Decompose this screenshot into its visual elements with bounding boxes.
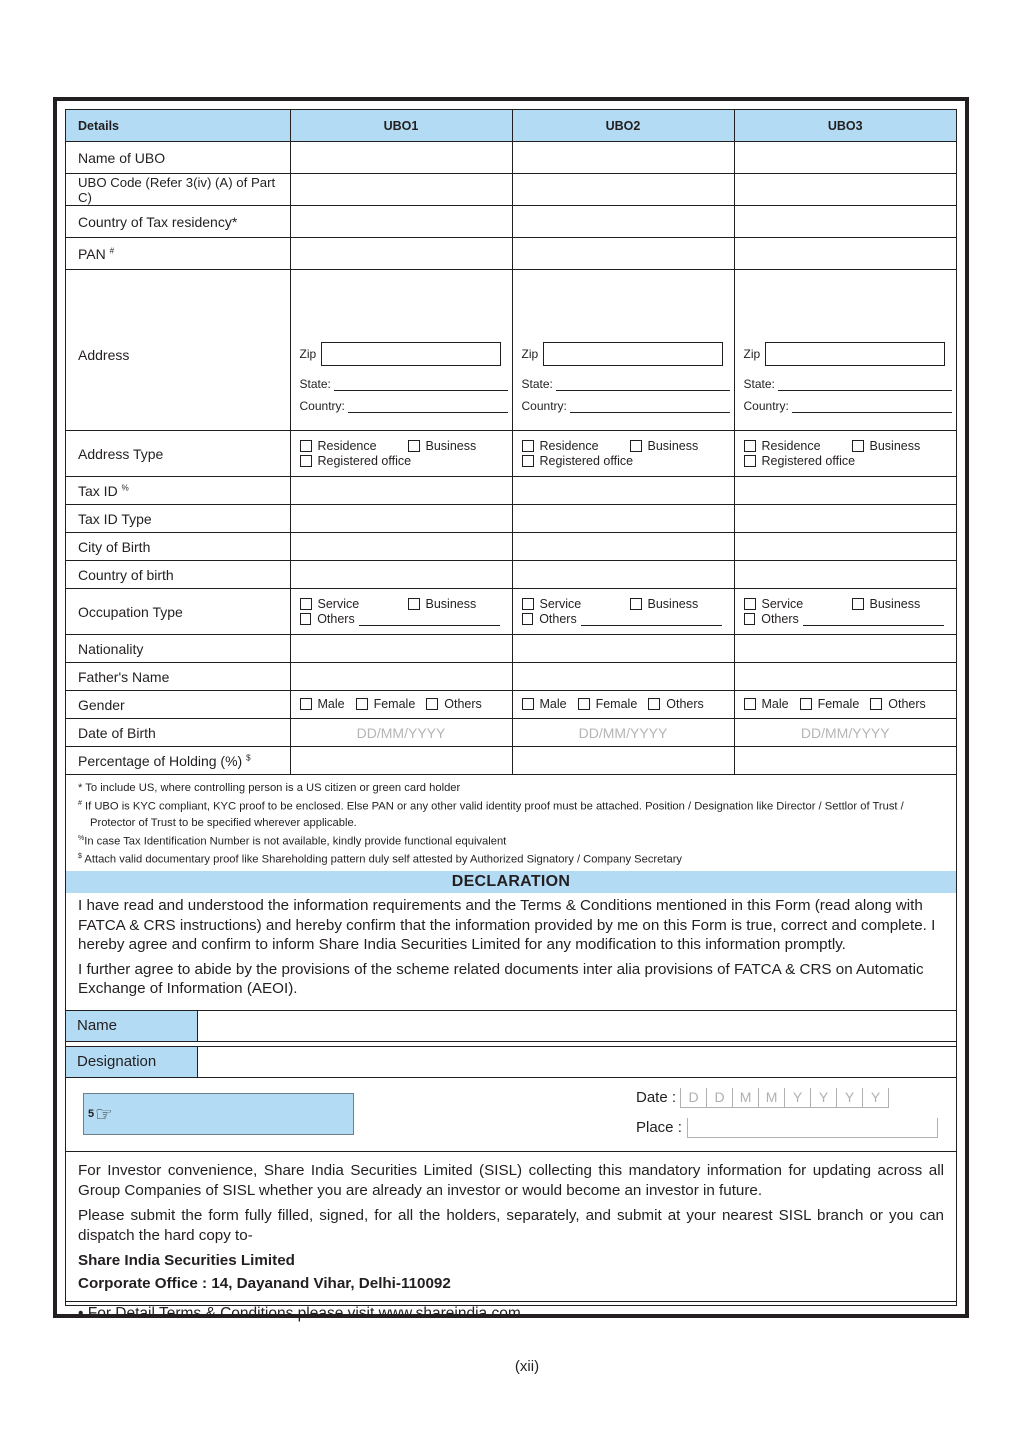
country-row xyxy=(522,399,730,413)
checkbox-business[interactable] xyxy=(408,597,500,611)
country-label: Country: xyxy=(743,399,789,413)
checkbox-icon[interactable] xyxy=(356,698,368,710)
row-label: Name of UBO xyxy=(66,142,290,174)
option-label: Registered office xyxy=(761,454,856,468)
checkbox-others[interactable] xyxy=(426,697,482,711)
row-label: Father's Name xyxy=(66,663,290,691)
ubo3-gender-cell xyxy=(734,691,956,719)
row-label: Nationality xyxy=(66,635,290,663)
checkbox-icon[interactable] xyxy=(522,440,534,452)
ubo3-name-field[interactable] xyxy=(734,142,956,174)
ubo3-fathers-name-field[interactable] xyxy=(734,663,956,691)
row-name-of-ubo xyxy=(66,142,956,174)
ubo2-code-field[interactable] xyxy=(512,174,734,206)
country-row xyxy=(744,399,952,413)
checkbox-icon[interactable] xyxy=(870,698,882,710)
row-tax-residency xyxy=(66,206,956,238)
others-input[interactable] xyxy=(359,613,500,626)
ubo1-tax-id-type-field[interactable] xyxy=(290,505,512,533)
row-city-of-birth xyxy=(66,533,956,561)
header-ubo1: UBO1 xyxy=(290,110,512,142)
ubo1-address-cell[interactable] xyxy=(290,270,512,431)
footnote xyxy=(78,849,944,868)
declaration-paragraph: I have read and understood the information requirements and the Terms & Conditions mentioned in this Form (read along with FATCA & CRS instructions) and hereby confirm that the information provided by me on this Form is true, correct and complete. I hereby agree and confirm to inform Share India Securities Limited for any modification to this information promptly. xyxy=(78,897,936,954)
checkbox-icon[interactable] xyxy=(744,698,756,710)
ubo1-pan-field[interactable] xyxy=(290,238,512,270)
header-details: Details xyxy=(66,110,290,142)
option-label: Female xyxy=(373,696,416,711)
row-label xyxy=(66,238,290,270)
checkbox-registered-office[interactable] xyxy=(300,454,500,468)
country-row xyxy=(300,399,508,413)
ubo1-code-field[interactable] xyxy=(290,174,512,206)
ubo2-tax-residency-field[interactable] xyxy=(512,206,734,238)
date-box-year[interactable]: Y xyxy=(810,1088,836,1108)
ubo2-dob-field[interactable]: DD/MM/YYYY xyxy=(512,719,734,747)
checkbox-male[interactable] xyxy=(744,697,789,711)
checkbox-icon[interactable] xyxy=(630,440,642,452)
option-label: Service xyxy=(317,597,360,611)
ubo2-gender-cell xyxy=(512,691,734,719)
ubo3-address-cell[interactable] xyxy=(734,270,956,431)
name-label: Name xyxy=(66,1011,198,1041)
ubo2-city-of-birth-field[interactable] xyxy=(512,533,734,561)
state-row xyxy=(300,377,508,391)
signature-box[interactable] xyxy=(83,1093,354,1135)
option-label: Business xyxy=(647,439,699,453)
row-label: Address Type xyxy=(66,431,290,477)
declaration-paragraph: I further agree to abide by the provisions of the scheme related documents inter alia provisions of FATCA & CRS on Automatic Exchange of Information (AEOI). xyxy=(78,960,924,998)
option-label: Registered office xyxy=(539,454,634,468)
footnote-text: If UBO is KYC compliant, KYC proof to be enclosed. Else PAN or any other valid identity proof must be attached. Position / Designation like Director / Settlor of Trust / xyxy=(85,800,904,813)
ubo2-zip-input[interactable] xyxy=(543,342,723,366)
ubo1-city-of-birth-field[interactable] xyxy=(290,533,512,561)
checkbox-service[interactable] xyxy=(522,597,630,611)
option-label: Business xyxy=(425,439,477,453)
row-nationality xyxy=(66,635,956,663)
country-label: Country: xyxy=(299,399,345,413)
checkbox-others[interactable] xyxy=(300,612,500,626)
option-label: Residence xyxy=(539,439,599,453)
checkbox-others[interactable] xyxy=(744,612,945,626)
option-label: Business xyxy=(647,597,699,611)
ubo3-code-field[interactable] xyxy=(734,174,956,206)
footnote-mark: $ xyxy=(246,752,251,762)
name-input[interactable] xyxy=(198,1011,956,1041)
checkbox-registered-office[interactable] xyxy=(744,454,945,468)
row-country-of-birth xyxy=(66,561,956,589)
checkbox-icon[interactable] xyxy=(522,698,534,710)
signature-area xyxy=(66,1078,956,1152)
checkbox-service[interactable] xyxy=(744,597,852,611)
date-box-year[interactable]: Y xyxy=(784,1088,810,1108)
option-label: Others xyxy=(666,696,704,711)
footnote-mark: % xyxy=(121,482,129,492)
place-row xyxy=(636,1118,938,1138)
checkbox-male[interactable] xyxy=(522,697,567,711)
ubo1-holding-field[interactable] xyxy=(290,747,512,775)
state-label: State: xyxy=(521,377,553,391)
footnote-mark: % xyxy=(78,834,85,842)
option-label: Male xyxy=(317,696,345,711)
ubo1-dob-field[interactable]: DD/MM/YYYY xyxy=(290,719,512,747)
checkbox-icon[interactable] xyxy=(522,613,534,625)
form-inner-frame xyxy=(65,109,957,1322)
row-address-type xyxy=(66,431,956,477)
ubo1-tax-residency-field[interactable] xyxy=(290,206,512,238)
state-label: State: xyxy=(743,377,775,391)
date-box-month[interactable]: M xyxy=(732,1088,758,1108)
checkbox-icon[interactable] xyxy=(300,440,312,452)
ubo3-country-of-birth-field[interactable] xyxy=(734,561,956,589)
checkbox-female[interactable] xyxy=(578,697,638,711)
designation-label: Designation xyxy=(66,1047,198,1077)
checkbox-others[interactable] xyxy=(522,612,722,626)
checkbox-icon[interactable] xyxy=(300,455,312,467)
footnote-text: Attach valid documentary proof like Shareholding pattern duly self attested by Authorized Signatory / Company Secretary xyxy=(84,854,683,867)
date-box-month[interactable]: M xyxy=(758,1088,784,1108)
option-label: Others xyxy=(317,612,355,626)
designation-input[interactable] xyxy=(198,1047,956,1077)
checkbox-business[interactable] xyxy=(630,597,722,611)
ubo2-fathers-name-field[interactable] xyxy=(512,663,734,691)
checkbox-male[interactable] xyxy=(300,697,345,711)
ubo2-country-input[interactable] xyxy=(570,400,730,413)
checkbox-icon[interactable] xyxy=(426,698,438,710)
ubo1-name-field[interactable] xyxy=(290,142,512,174)
ubo2-holding-field[interactable] xyxy=(512,747,734,775)
ubo3-pan-field[interactable] xyxy=(734,238,956,270)
ubo3-address-type-cell xyxy=(734,431,956,477)
country-label: Country: xyxy=(521,399,567,413)
ubo1-tax-id-field[interactable] xyxy=(290,477,512,505)
ubo3-tax-id-field[interactable] xyxy=(734,477,956,505)
ubo1-nationality-field[interactable] xyxy=(290,635,512,663)
state-row xyxy=(744,377,952,391)
checkbox-business[interactable] xyxy=(408,439,500,453)
checkbox-icon[interactable] xyxy=(852,440,864,452)
row-label: Address xyxy=(66,270,290,431)
option-label: Service xyxy=(761,597,804,611)
checkbox-icon[interactable] xyxy=(852,598,864,610)
date-label: Date : xyxy=(636,1089,677,1107)
checkbox-female[interactable] xyxy=(356,697,416,711)
ubo3-tax-residency-field[interactable] xyxy=(734,206,956,238)
checkbox-business[interactable] xyxy=(852,597,945,611)
header-ubo2: UBO2 xyxy=(512,110,734,142)
option-label: Business xyxy=(869,597,921,611)
checkbox-icon[interactable] xyxy=(578,698,590,710)
info-paragraph: For Investor convenience, Share India Securities Limited (SISL) collecting this mandatory information for updating across all Group Companies of SISL whether you are already an investor or would become an investor in future. xyxy=(78,1161,944,1199)
ubo2-state-input[interactable] xyxy=(556,378,730,391)
zip-row xyxy=(522,342,724,366)
ubo-details-table xyxy=(66,110,956,775)
footnote-mark: # xyxy=(78,800,82,807)
checkbox-icon[interactable] xyxy=(522,598,534,610)
row-tax-id-type xyxy=(66,505,956,533)
option-label: Others xyxy=(444,696,482,711)
investor-info xyxy=(66,1152,956,1302)
others-input[interactable] xyxy=(581,613,722,626)
row-label: UBO Code (Refer 3(iv) (A) of Part C) xyxy=(66,174,290,206)
signature-number: 5 xyxy=(88,1107,95,1120)
option-label: Service xyxy=(539,597,582,611)
row-label: Tax ID Type xyxy=(66,505,290,533)
ubo1-country-input[interactable] xyxy=(348,400,508,413)
ubo3-holding-field[interactable] xyxy=(734,747,956,775)
ubo1-occupation-cell xyxy=(290,589,512,635)
option-label: Residence xyxy=(317,439,377,453)
date-box-year[interactable]: Y xyxy=(836,1088,862,1108)
tax-id-label: Tax ID xyxy=(78,482,118,499)
zip-label: Zip xyxy=(521,347,539,361)
checkbox-others[interactable] xyxy=(648,697,704,711)
row-percentage-holding xyxy=(66,747,956,775)
declaration-heading: DECLARATION xyxy=(66,871,956,893)
option-label: Business xyxy=(869,439,921,453)
row-label: Country of birth xyxy=(66,561,290,589)
ubo2-occupation-cell xyxy=(512,589,734,635)
checkbox-icon[interactable] xyxy=(648,698,660,710)
place-label: Place : xyxy=(636,1119,682,1137)
info-paragraph: Please submit the form fully filled, signed, for all the holders, separately, and submit at your nearest SISL branch or you can dispatch the hard copy to- xyxy=(78,1206,944,1244)
option-label: Business xyxy=(425,597,477,611)
footnote-mark: * xyxy=(78,782,83,794)
date-row xyxy=(636,1088,889,1108)
checkbox-icon[interactable] xyxy=(744,455,756,467)
row-label: Occupation Type xyxy=(66,589,290,635)
row-address xyxy=(66,270,956,431)
page-number: (xii) xyxy=(514,1358,540,1375)
footnote-text: In case Tax Identification Number is not available, kindly provide functional equivalent xyxy=(84,835,507,848)
checkbox-business[interactable] xyxy=(630,439,722,453)
ubo2-address-cell[interactable] xyxy=(512,270,734,431)
ubo3-dob-field[interactable]: DD/MM/YYYY xyxy=(734,719,956,747)
ubo3-city-of-birth-field[interactable] xyxy=(734,533,956,561)
ubo3-occupation-cell xyxy=(734,589,956,635)
ubo2-pan-field[interactable] xyxy=(512,238,734,270)
checkbox-icon[interactable] xyxy=(408,440,420,452)
name-row xyxy=(66,1011,956,1042)
zip-label: Zip xyxy=(743,347,761,361)
footnote xyxy=(78,796,944,815)
checkbox-icon[interactable] xyxy=(522,455,534,467)
row-occupation-type xyxy=(66,589,956,635)
ubo3-zip-input[interactable] xyxy=(765,342,945,366)
checkbox-service[interactable] xyxy=(300,597,408,611)
terms-link-text: • For Detail Terms & Conditions please visit www.shareindia.com xyxy=(78,1304,521,1322)
checkbox-icon[interactable] xyxy=(744,613,756,625)
option-label: Registered office xyxy=(317,454,412,468)
option-label: Female xyxy=(817,696,860,711)
checkbox-residence[interactable] xyxy=(522,439,630,453)
row-tax-id xyxy=(66,477,956,505)
ubo1-state-input[interactable] xyxy=(334,378,508,391)
checkbox-residence[interactable] xyxy=(300,439,408,453)
row-fathers-name xyxy=(66,663,956,691)
footnote xyxy=(78,780,944,796)
checkbox-icon[interactable] xyxy=(800,698,812,710)
checkbox-icon[interactable] xyxy=(744,598,756,610)
option-label: Others xyxy=(761,612,799,626)
ubo1-fathers-name-field[interactable] xyxy=(290,663,512,691)
checkbox-icon[interactable] xyxy=(300,698,312,710)
zip-row xyxy=(744,342,946,366)
checkbox-icon[interactable] xyxy=(744,440,756,452)
header-ubo3: UBO3 xyxy=(734,110,956,142)
date-input[interactable] xyxy=(680,1088,889,1108)
option-label: Male xyxy=(761,696,789,711)
checkbox-icon[interactable] xyxy=(300,598,312,610)
row-label xyxy=(66,477,290,505)
row-label: Gender xyxy=(66,691,290,719)
ubo2-address-type-cell xyxy=(512,431,734,477)
footnote-mark: # xyxy=(109,245,115,255)
zip-row xyxy=(300,342,502,366)
zip-label: Zip xyxy=(299,347,317,361)
ubo1-address-type-cell xyxy=(290,431,512,477)
pan-label: PAN xyxy=(78,245,106,262)
corporate-address: Corporate Office : 14, Dayanand Vihar, Delhi-110092 xyxy=(78,1274,451,1292)
checkbox-icon[interactable] xyxy=(630,598,642,610)
row-ubo-code xyxy=(66,174,956,206)
others-input[interactable] xyxy=(803,613,944,626)
ubo3-tax-id-type-field[interactable] xyxy=(734,505,956,533)
row-label: City of Birth xyxy=(66,533,290,561)
row-date-of-birth xyxy=(66,719,956,747)
checkbox-icon[interactable] xyxy=(300,613,312,625)
state-label: State: xyxy=(299,377,331,391)
state-row xyxy=(522,377,730,391)
footnote-mark: $ xyxy=(78,853,82,861)
ubo2-country-of-birth-field[interactable] xyxy=(512,561,734,589)
option-label: Others xyxy=(539,612,577,626)
checkbox-business[interactable] xyxy=(852,439,945,453)
table-header-row xyxy=(66,110,956,142)
holding-label: Percentage of Holding (%) xyxy=(78,752,243,769)
checkbox-registered-office[interactable] xyxy=(522,454,722,468)
checkbox-female[interactable] xyxy=(800,697,860,711)
designation-row xyxy=(66,1047,956,1078)
ubo2-tax-id-type-field[interactable] xyxy=(512,505,734,533)
option-label: Others xyxy=(888,696,926,711)
row-label: Date of Birth xyxy=(66,719,290,747)
ubo1-country-of-birth-field[interactable] xyxy=(290,561,512,589)
row-gender xyxy=(66,691,956,719)
option-label: Residence xyxy=(761,439,821,453)
ubo3-state-input[interactable] xyxy=(778,378,952,391)
footnote-text: To include US, where controlling person is a US citizen or green card holder xyxy=(85,782,461,794)
ubo3-nationality-field[interactable] xyxy=(734,635,956,663)
row-label xyxy=(66,747,290,775)
option-label: Male xyxy=(539,696,567,711)
company-name: Share India Securities Limited xyxy=(78,1251,295,1269)
option-label: Female xyxy=(595,696,638,711)
checkbox-others[interactable] xyxy=(870,697,926,711)
ubo2-tax-id-field[interactable] xyxy=(512,477,734,505)
row-pan xyxy=(66,238,956,270)
form-frame xyxy=(53,97,969,1322)
footnotes xyxy=(66,775,956,871)
footnote xyxy=(78,831,944,850)
footnote-continuation: Protector of Trust to be specified wherever applicable. xyxy=(90,816,357,829)
checkbox-icon[interactable] xyxy=(408,598,420,610)
pointing-hand-icon: ☞ xyxy=(95,1103,113,1126)
date-box-year[interactable]: Y xyxy=(862,1088,889,1108)
ubo1-gender-cell xyxy=(290,691,512,719)
ubo2-nationality-field[interactable] xyxy=(512,635,734,663)
row-label: Country of Tax residency* xyxy=(66,206,290,238)
place-input[interactable] xyxy=(687,1118,938,1138)
declaration-body xyxy=(66,893,956,1011)
date-box-day[interactable]: D xyxy=(706,1088,732,1108)
date-box-day[interactable]: D xyxy=(680,1088,706,1108)
ubo1-zip-input[interactable] xyxy=(321,342,501,366)
ubo3-country-input[interactable] xyxy=(792,400,952,413)
checkbox-residence[interactable] xyxy=(744,439,852,453)
ubo2-name-field[interactable] xyxy=(512,142,734,174)
